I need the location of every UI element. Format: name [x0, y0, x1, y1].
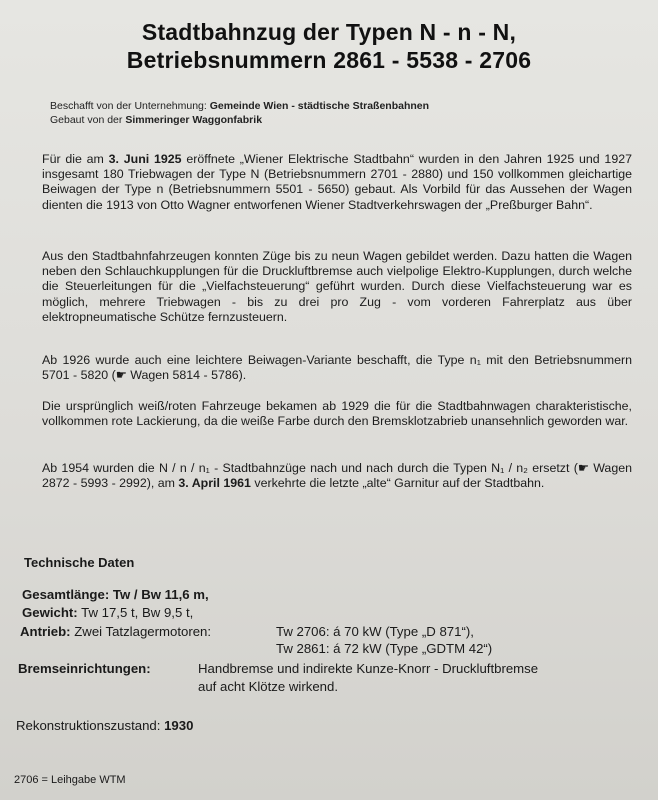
reconstruction-value: 1930 [164, 718, 194, 733]
drive-row [20, 624, 211, 640]
weight-row [22, 605, 193, 621]
p1-text-a: Für die am [42, 152, 109, 166]
title-line-2: Betriebsnummern 2861 - 5538 - 2706 [126, 47, 532, 73]
procured-by [50, 99, 429, 113]
length-value-part: Tw / Bw 11,6 m, [112, 587, 209, 602]
paragraph-replacement [42, 461, 632, 491]
built-value: Simmeringer Waggonfabrik [125, 114, 263, 126]
procured-value: Gemeinde Wien - städtische Straßenbahnen [209, 100, 430, 112]
procured-label: Beschafft von der Unternehmung: [50, 100, 207, 112]
paragraph-coupling: Aus den Stadtbahnfahrzeugen konnten Züge bis zu neun Wagen gebildet werden. Dazu hatten die Wagen neben den Schlauchkupplungen für die Druckluftbremse auch vielpolige Elektro-Kupplungen, durch welche die Steuerleitungen für die „Vielfachsteuerung“ geführt wurden. Durch diese Vielfachsteuerung war es möglich, mehrere Triebwagen - bis zu drei pro Zug - vom vorderen Fahrerplatz aus über elektropneumatische Schütze fernzusteuern. [42, 249, 632, 324]
paragraph-history [42, 152, 632, 213]
reconstruction-row [16, 718, 193, 733]
title-line-1: Stadtbahnzug der Typen N - n - N, [141, 19, 517, 45]
weight-label: Gewicht: [22, 605, 78, 620]
drive-tw-2: Tw 2861: á 72 kW (Type „GDTM 42“) [276, 641, 493, 656]
p5-text-a: Ab 1954 wurden die N / n / n₁ - Stadtbahnzüge nach und nach durch die Typen N₁ / n₂ ersetzt (☛ Wagen 2872 - 5993 - 2992), am [42, 461, 632, 491]
brake-line-2: auf acht Klötze wirkend. [198, 679, 339, 694]
brake-line-1: Handbremse und indirekte Kunze-Knorr - Druckluftbremse [198, 661, 539, 676]
p1-text-b: eröffnete „Wiener Elektrische Stadtbahn“ wurden in den Jahren 1925 und 1927 insgesamt 180 Triebwagen der Type N (Betriebsnummern 2701 - 2880) und 150 vollkommen gleichartige Beiwagen der Type n (Betriebsnummern 5501 - 5650) gebaut. Als Vorbild für das Aussehen der Wagen dienten die 1913 von Otto Wagner entworfenen Wiener Stadtverkehrswagen der „Preßburger Bahn“. [42, 152, 632, 212]
footnote: 2706 = Leihgabe WTM [14, 774, 126, 786]
weight-value: Tw 17,5 t, Bw 9,5 t, [81, 605, 194, 620]
drive-label: Antrieb: [20, 624, 71, 639]
length-label: Gesamtlänge: [22, 587, 110, 602]
drive-value: Zwei Tatzlagermotoren: [74, 624, 212, 639]
drive-tw-1: Tw 2706: á 70 kW (Type „D 871“), [276, 624, 474, 639]
length-row [22, 587, 209, 603]
paragraph-variant: Ab 1926 wurde auch eine leichtere Beiwagen-Variante beschafft, die Type n₁ mit den Betriebsnummern 5701 - 5820 (☛ Wagen 5814 - 5786). [42, 353, 632, 383]
paragraph-paint: Die ursprünglich weiß/roten Fahrzeuge bekamen ab 1929 die für die Stadtbahnwagen charakteristische, vollkommen rote Lackierung, da die weiße Farbe durch den Bremsklotzabrieb unansehnlich geworden war. [42, 399, 632, 429]
brake-label [18, 661, 151, 677]
built-label: Gebaut von der [50, 114, 123, 126]
built-by [50, 113, 262, 127]
brake-label-text: Bremseinrichtungen: [18, 661, 151, 676]
p1-date: 3. Juni 1925 [108, 152, 182, 166]
technical-heading: Technische Daten [24, 555, 135, 570]
reconstruction-label: Rekonstruktionszustand: [16, 718, 161, 733]
p5-date: 3. April 1961 [178, 476, 251, 491]
p5-text-b: verkehrte die letzte „alte“ Garnitur auf der Stadtbahn. [250, 476, 545, 491]
